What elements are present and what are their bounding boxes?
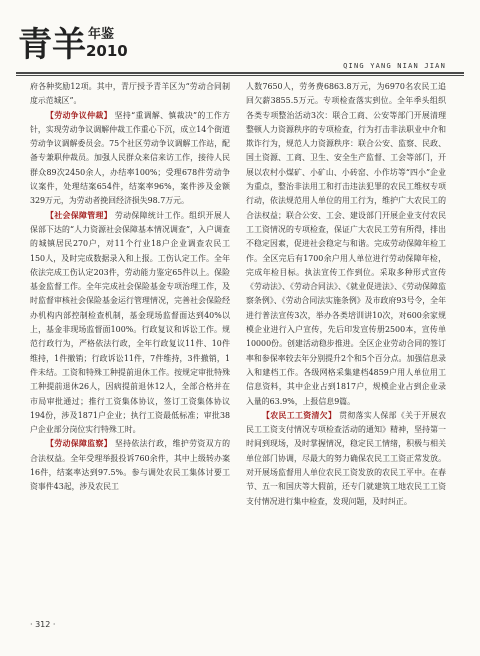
logo-label: 年鉴 [88,27,115,42]
section-heading: 【劳动保障监察】 [46,439,112,449]
section-body: 坚持“重调解、慎裁决”的工作方针，实现劳动争议调解仲裁工作重心下沉，成立14个街道劳动争议调解委员会。75个社区劳动争议调解工作站，配备专兼职仲裁员。加强人民群众来信来访工作，接待人民群众89次2450余人，办结率100%；受理678件劳动争议案件，处理结案654件，结案率96%，案件涉及金额329万元，为劳动者挽回经济损失98.7万元。 [30,110,230,206]
left-column [30,80,230,495]
yearbook-logo-mark [16,16,136,68]
running-header: QING YANG NIAN JIAN [343,62,446,70]
logo-year: 2010 [86,42,128,60]
section-wage-arrears [246,409,446,509]
section-labor-arbitration [30,109,230,209]
section-heading: 【社会保障管理】 [46,210,112,220]
section-body: 贯彻落实人保部《关于开展农民工工资支付情况专项检查活动的通知》精神，坚持第一时间到现场，及时掌握情况，稳定民工情绪，积极与相关单位部门协调，尽最大的努力确保农民工工资正常发放。对开展场监督用人单位农民工资发放的农民工平中。在春节、五一和国庆等大假前，还专门就建筑工地农民工工资支付情况进行集中检查，发现问题，及时纠正。 [246,410,446,506]
section-body: 坚持依法行政，维护劳资双方的合法权益。全年受理举报投诉760余件，其中上级转办案16件，结案率达到97.5%。参与调处农民工集体讨要工资事件43起，涉及农民工 [30,439,230,492]
section-heading: 【劳动争议仲裁】 [46,110,112,120]
section-social-security [30,209,230,438]
section-heading: 【农民工工资清欠】 [262,410,337,420]
right-column [246,80,446,509]
carryover-paragraph: 人数7650人，劳务费6863.8万元，为6970名农民工追回欠薪3855.5万元。专项检查落实到位。全年季头组织各类专项整治活动3次：联合工商、公安等部门开展清理整顿人力资源秩序的专项检查，行为打击非法职业中介和欺诈行为，规范人力资源秩序：联合公安、监察、民政、国土资源、工商、卫生、安全生产监督、工会等部门，开展以农村小煤矿、小矿山、小砖窑、小作坊等“四小”企业为重点，整治非法用工和打击违法犯罪的农民工维权专项行动，依法规范用人单位的用工行为，维护广大农民工的合法权益；联合公安、工会、建设部门开展企业支付农民工工资情况的专项检查，保证广大农民工劳有所得，排出不稳定因素，促进社会稳定与和谐。完成劳动保障年检工作。全区完后有1700余户用人单位进行劳动保障年检，完成年检目标。执法宣传工作到位。采取多种形式宣传《劳动法》、《劳动合同法》、《就业促进法》、《劳动保障监察条例》、《劳动合同法实施条例》及市政府93号令，全年进行普法宣传3次，举办各类培训讲10次，对600余家规模企业进行入户宣传，先后印发宣传册2500本，宣传单10000份。创建活动稳步推进。全区企业劳动合同的签订率和参保率较去年分别提升2个和5个百分点。加强信息录入和建档工作。各级网格采集建档4859户用人单位用工信息资料，其中企业占到1817户，规模企业占到企业录入量的63.9%，上报信息9篇。 [246,82,446,406]
logo-name: 青羊 [18,25,86,65]
section-body: 劳动保障统计工作。组织开展人保部下达的“人力资源社会保障基本情况调查”，入户调查的城镇居民270户，对11个行业18户企业调查农民工150人，及时完成数据录入和上报。工伤认定工作。全年依法完成工伤认定203件，劳动能力鉴定65件以上。保险基金监督工作。全年完成社会保险基金专项治理工作，及时监督审核社会保险基金运行管理情况，完善社会保险经办机构内部控制检查机制，基金现场监督面达到40%以上，基金非现场监督面100%。行政复议和诉讼工作。规范行政行为，严格依法行政，全年行政复议11件、10件维持，1件撤销；行政诉讼11件，7件维持，3件撤销，1件未结。工资和特殊工种提前退休工作。按规定审批特殊工种提前退休26人，因病提前退休12人，全部合格并在市局审批通过；推行工资集体协议，签订工资集体协议194份，涉及1871户企业；执行工资最低标准；审批38户企业部分岗位实行特殊工时。 [30,210,230,435]
section-labor-inspection [30,437,230,494]
yearbook-logo [16,16,136,68]
page-number: · 312 · [30,620,56,629]
header-rule-thin [16,75,464,76]
carryover-paragraph: 府各种奖励12项。其中，青厅授予青羊区为“劳动合同制度示范城区”。 [30,82,230,106]
header-rule [16,72,464,74]
